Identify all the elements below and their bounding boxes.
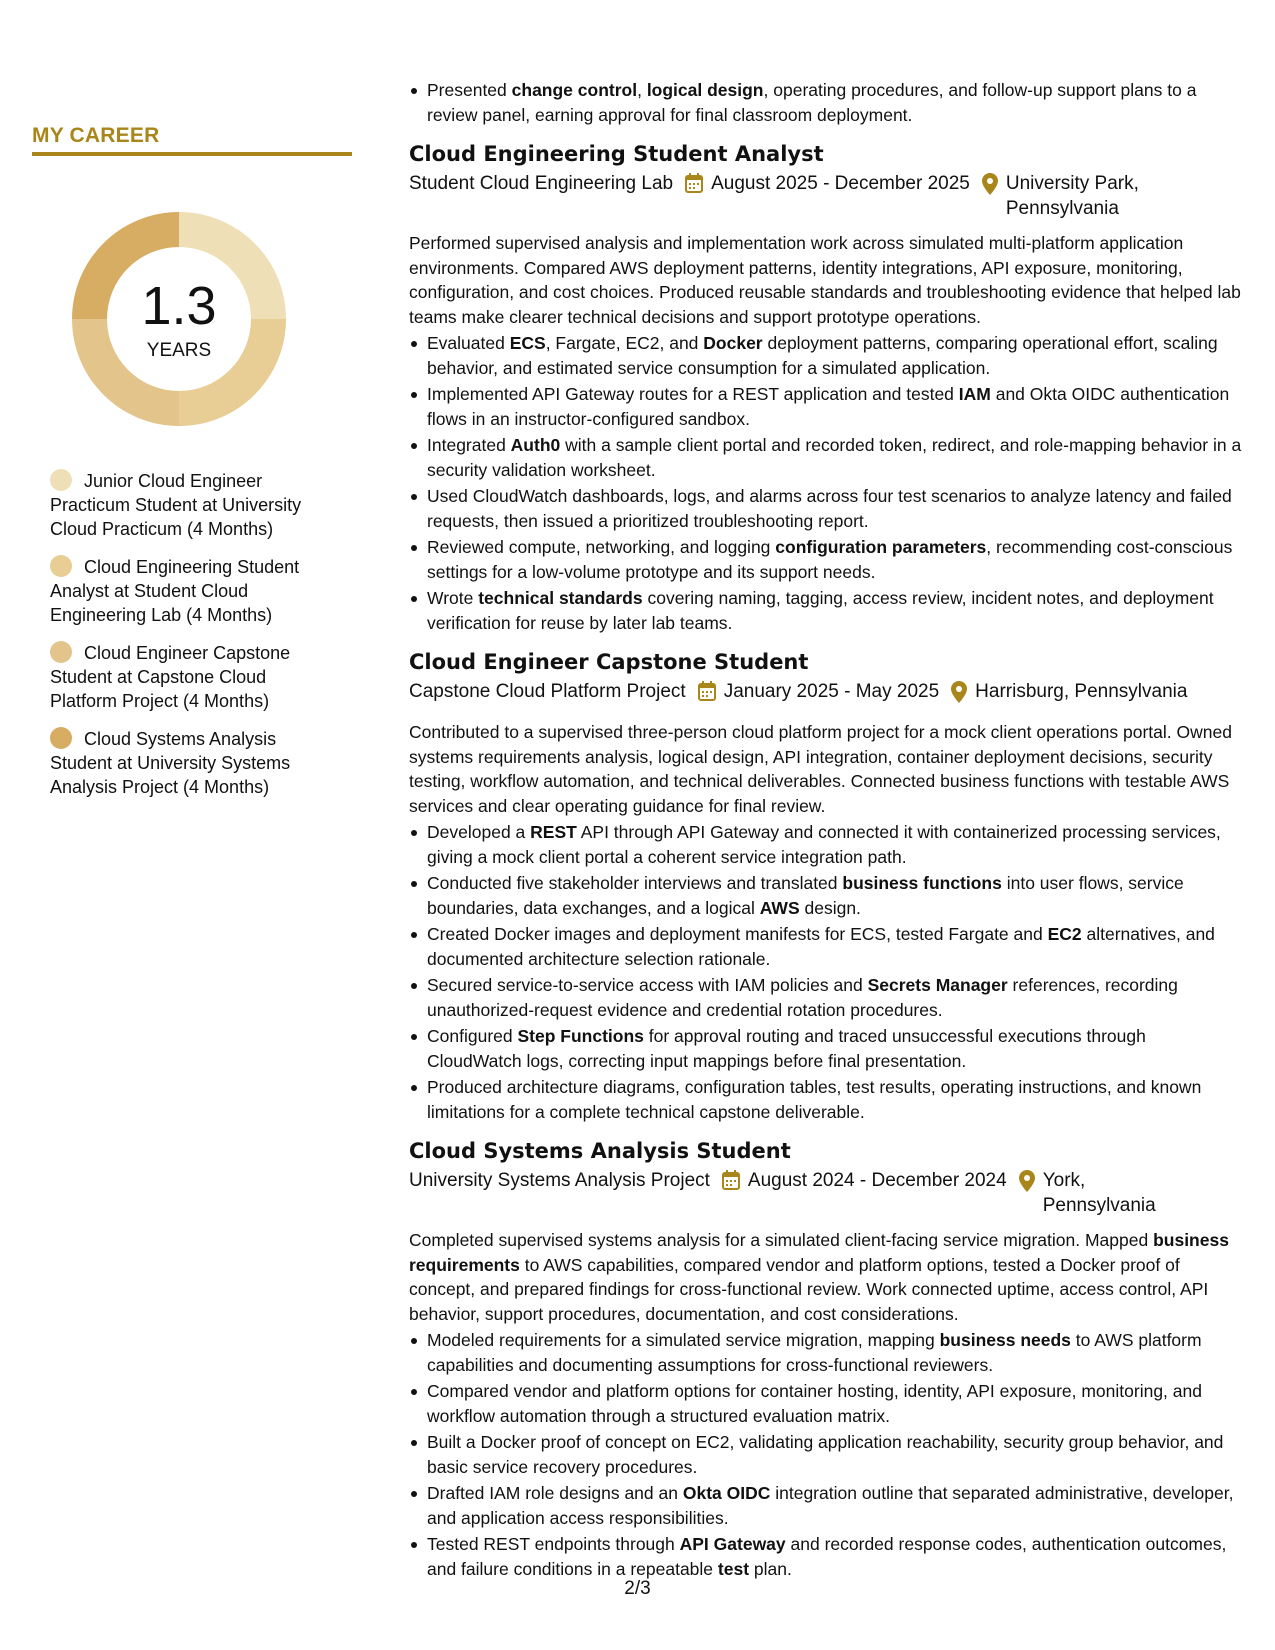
- bullet-item: Configured Step Functions for approval routing and traced unsuccessful executions through CloudWatch logs, correcting input mappings before final presentation.: [427, 1024, 1243, 1073]
- bullet-item: Secured service-to-service access with IAM policies and Secrets Manager references, recording unauthorized-request evidence and credential rotation procedures.: [427, 973, 1243, 1022]
- calendar-icon: [698, 681, 716, 708]
- bullet-item: Compared vendor and platform options for container hosting, identity, API exposure, monitoring, and workflow automation through a structured evaluation matrix.: [427, 1379, 1243, 1428]
- job-summary: Performed supervised analysis and implementation work across simulated multi-platform application environments. Compared AWS deployment patterns, identity integrations, API exposure, monitoring, configuration, and cost choices. Produced reusable standards and troubleshooting evidence that helped lab teams make clearer technical decisions and support prototype operations.: [409, 233, 1241, 327]
- legend-item: [50, 469, 320, 541]
- sidebar-title: MY CAREER: [32, 124, 352, 156]
- job-bullets: [409, 1328, 1243, 1581]
- bullet-item: Implemented API Gateway routes for a REST application and tested IAM and Okta OIDC authentication flows in an instructor-configured sandbox.: [427, 382, 1243, 431]
- bullet-item: Reviewed compute, networking, and logging configuration parameters, recommending cost-conscious settings for a low-volume prototype and its support needs.: [427, 535, 1243, 584]
- bullet-item: Drafted IAM role designs and an Okta OIDC integration outline that separated administrative, developer, and application access responsibilities.: [427, 1481, 1243, 1530]
- carryover-list: [409, 78, 1243, 127]
- experience-section: [409, 78, 1243, 1583]
- job-bullets: [409, 331, 1243, 635]
- legend-item: [50, 555, 320, 627]
- legend-dot: [50, 555, 72, 577]
- bullet-item: Conducted five stakeholder interviews and translated business functions into user flows, service boundaries, data exchanges, and a logical AWS design.: [427, 871, 1243, 920]
- total-years-value: 1.3: [141, 276, 217, 336]
- bullet-item: Wrote technical standards covering naming, tagging, access review, incident notes, and deployment verification for reuse by later lab teams.: [427, 586, 1243, 635]
- job-summary: Contributed to a supervised three-person cloud platform project for a mock client operations portal. Owned systems requirements analysis, logical design, API integration, container deployment decisions, security testing, workflow automation, and technical deliverables. Connected business functions with testable AWS services and clear operating guidance for final review.: [409, 722, 1232, 816]
- job-entry: [409, 647, 1243, 1124]
- legend-dot: [50, 727, 72, 749]
- bullet-item: Presented change control, logical design, operating procedures, and follow-up support plans to a review panel, earning approval for final classroom deployment.: [427, 78, 1243, 127]
- job-dates: August 2024 - December 2024: [747, 1170, 1007, 1191]
- legend-item: [50, 641, 320, 713]
- legend-label: Junior Cloud Engineer Practicum Student at University Cloud Practicum (4 Months): [50, 471, 302, 539]
- job-meta: [409, 1168, 1243, 1218]
- job-dates: August 2025 - December 2025: [711, 173, 970, 194]
- job-location: University Park, Pennsylvania: [1005, 173, 1139, 219]
- job-entry: [409, 1136, 1243, 1581]
- job-meta: [409, 679, 1243, 710]
- job-meta: [409, 171, 1243, 221]
- job-title: Cloud Systems Analysis Student: [409, 1139, 791, 1163]
- legend-label: Cloud Systems Analysis Student at University Systems Analysis Project (4 Months): [50, 729, 291, 797]
- bullet-item: Modeled requirements for a simulated service migration, mapping business needs to AWS platform capabilities and documenting assumptions for cross-functional reviewers.: [427, 1328, 1243, 1377]
- page-number: 2/3: [624, 1578, 651, 1599]
- job-location: Harrisburg, Pennsylvania: [975, 681, 1188, 702]
- legend-label: Cloud Engineer Capstone Student at Capstone Cloud Platform Project (4 Months): [50, 643, 291, 711]
- legend-dot: [50, 469, 72, 491]
- job-entry: [409, 139, 1243, 635]
- career-sidebar: [32, 124, 352, 797]
- map-pin-icon: [1019, 1170, 1035, 1199]
- job-organization: Student Cloud Engineering Lab: [409, 173, 674, 194]
- job-bullets: [409, 820, 1243, 1124]
- calendar-icon: [685, 173, 703, 200]
- job-organization: University Systems Analysis Project: [409, 1170, 710, 1191]
- total-years-unit: YEARS: [146, 340, 212, 361]
- job-location: York, Pennsylvania: [1042, 1170, 1156, 1216]
- career-legend: [50, 469, 320, 813]
- job-title: Cloud Engineer Capstone Student: [409, 650, 809, 674]
- legend-label: Cloud Engineering Student Analyst at Student Cloud Engineering Lab (4 Months): [50, 557, 300, 625]
- legend-dot: [50, 641, 72, 663]
- bullet-item: Produced architecture diagrams, configuration tables, test results, operating instructions, and known limitations for a complete technical capstone deliverable.: [427, 1075, 1243, 1124]
- job-organization: Capstone Cloud Platform Project: [409, 681, 686, 702]
- bullet-item: Tested REST endpoints through API Gateway and recorded response codes, authentication outcomes, and failure conditions in a repeatable test plan.: [427, 1532, 1243, 1581]
- bullet-item: Integrated Auth0 with a sample client portal and recorded token, redirect, and role-mapping behavior in a security validation worksheet.: [427, 433, 1243, 482]
- bullet-item: Evaluated ECS, Fargate, EC2, and Docker deployment patterns, comparing operational effort, scaling behavior, and estimated service consumption for a simulated application.: [427, 331, 1243, 380]
- bullet-item: Developed a REST API through API Gateway and connected it with containerized processing services, giving a mock client portal a coherent service integration path.: [427, 820, 1243, 869]
- map-pin-icon: [951, 681, 967, 710]
- job-title: Cloud Engineering Student Analyst: [409, 142, 824, 166]
- legend-item: [50, 727, 320, 799]
- map-pin-icon: [982, 173, 998, 202]
- career-donut-chart: [66, 206, 292, 432]
- job-summary: Completed supervised systems analysis for a simulated client-facing service migration. Mapped business requirements to AWS capabilities, compared vendor and platform options, tested a Docker proof of concept, and prepared findings for cross-functional review. Work connected uptime, access control, API behavior, support procedures, documentation, and cost considerations.: [409, 1230, 1229, 1324]
- bullet-item: Built a Docker proof of concept on EC2, validating application reachability, security group behavior, and basic service recovery procedures.: [427, 1430, 1243, 1479]
- calendar-icon: [722, 1170, 740, 1197]
- bullet-item: Created Docker images and deployment manifests for ECS, tested Fargate and EC2 alternatives, and documented architecture selection rationale.: [427, 922, 1243, 971]
- bullet-item: Used CloudWatch dashboards, logs, and alarms across four test scenarios to analyze latency and failed requests, then issued a prioritized troubleshooting report.: [427, 484, 1243, 533]
- job-dates: January 2025 - May 2025: [723, 681, 940, 702]
